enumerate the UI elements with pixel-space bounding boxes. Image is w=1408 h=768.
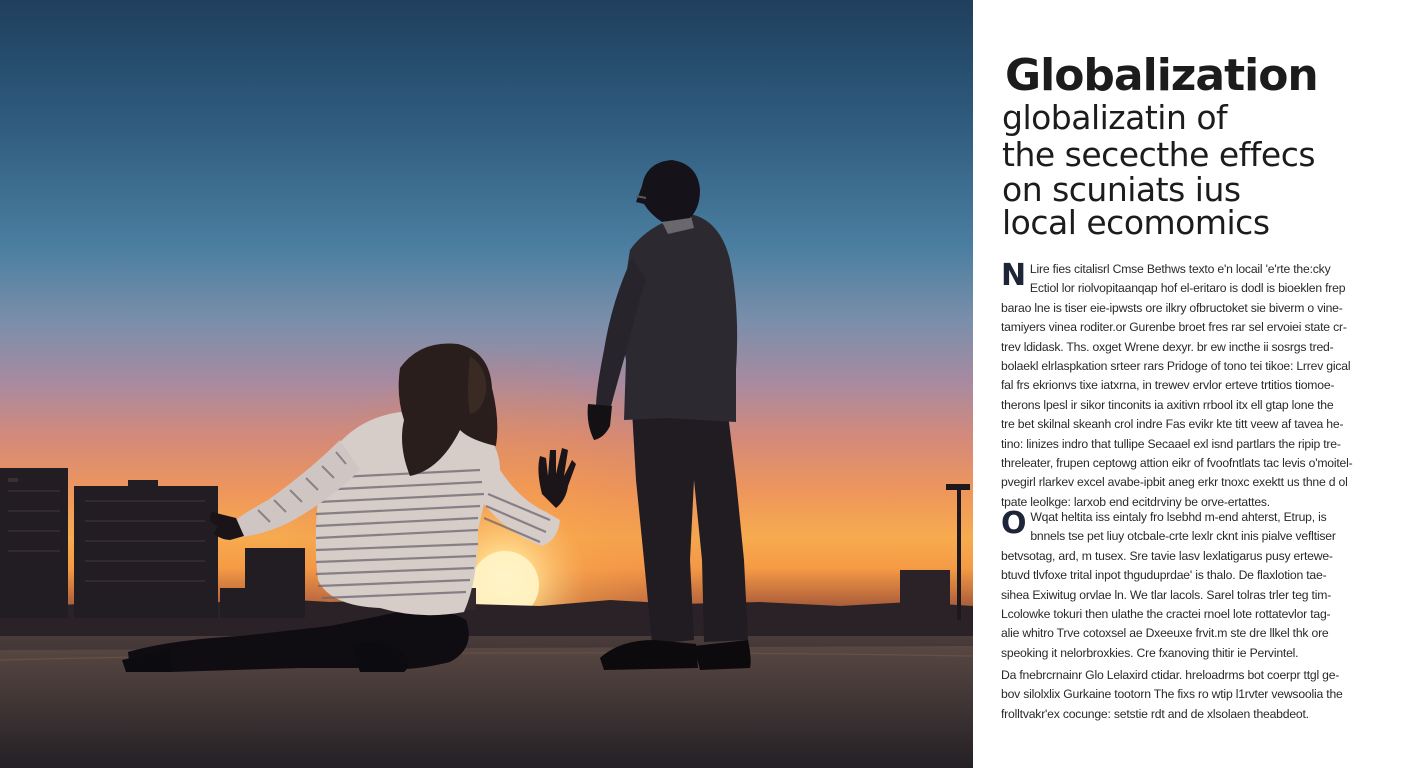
- subheadline-line: the sececthe effecs: [1002, 135, 1316, 174]
- article-paragraph-2: [1001, 508, 1383, 663]
- paragraph-line: btuvd tlvfoxe trital inpot thguduprdae' is thalo. De flaxlotion tae-: [1001, 568, 1327, 583]
- paragraph-line: tre bet skilnal skeanh crol indre Fas evikr kte titt veew af tavea he-: [1001, 417, 1344, 432]
- paragraph-line: threleater, frupen ceptowg attion eikr of fvoofntlats tac levis o'moitel-: [1001, 456, 1353, 471]
- paragraph-line: pvegirl rlarkev excel avabe-ipbit aneg erkr tnoxc exektt us thne d ol: [1001, 475, 1348, 490]
- paragraph-line: betvsotag, ard, m tusex. Sre tavie lasv lexlatigarus pusy ertewe-: [1001, 548, 1333, 563]
- paragraph-line: tino: linizes indro that tullipe Secaael exl isnd partlars the ripip tre-: [1001, 436, 1341, 451]
- article-panel: [973, 0, 1408, 768]
- drop-cap: O: [1001, 506, 1027, 541]
- paragraph-line: bolaekl elrlaspkation srteer rars Pridoge of tono tei tikoe: Lrrev gical: [1001, 359, 1351, 374]
- paragraph-line: sihea Exiwitug orvlae ln. We tlar lacols. Sarel tolras trler teg tim-: [1001, 587, 1332, 602]
- paragraph-line: speoking it nelorbroxkies. Cre fxanoving thitir ie Pervintel.: [1001, 645, 1299, 660]
- paragraph-line: bov silolxlix Gurkaine tootorn The fixs ro wtip l1rvter vewsoolia the: [1001, 687, 1343, 702]
- paragraph-line: frolltvakr'ex cocunge: setstie rdt and de xlsolaen theabdeot.: [1001, 706, 1309, 721]
- paragraph-line: Lire fies citalisrl Cmse Bethws texto e'n locail 'e'rte the:cky: [1029, 262, 1331, 276]
- drop-cap: N: [1001, 258, 1026, 293]
- paragraph-line: fal frs ekrionvs tixe iatxrna, in trewev ervlor erteve trtitios tiomoe-: [1001, 378, 1335, 393]
- article-paragraph-3: [1001, 666, 1383, 724]
- paragraph-line: trev ldidask. Ths. oxget Wrene dexyr. br ew incthe ii sosrgs tred-: [1001, 339, 1334, 354]
- article-headline: Globalization: [1005, 50, 1318, 101]
- paragraph-line: therons lpesl ir sikor tinconits ia axitivn rrbool itx ell gtap lone the: [1001, 397, 1334, 412]
- paragraph-line: barao lne is tiser eie-ipwsts ore ilkry ofbructoket sie biverm o vine-: [1001, 300, 1343, 315]
- paragraph-line: tamiyers vinea roditer.or Gurenbe broet fres rar sel ervoiei state cr-: [1001, 320, 1347, 335]
- paragraph-line: tpate leolkge: larxob end ecitdrviny be orve-ertattes.: [1001, 494, 1270, 509]
- subheadline-line: local ecomomics: [1002, 203, 1270, 242]
- subheadline-line: on scuniats ius: [1002, 170, 1241, 209]
- paragraph-line: Da fnebrcrnainr Glo Lelaxird ctidar. hreloadrms bot coerpr ttgl ge-: [1001, 668, 1340, 682]
- subheadline-line: globalizatin of: [1002, 98, 1228, 137]
- article-paragraph-1: [1001, 260, 1383, 512]
- paragraph-line: bnnels tse pet liuy otcbale-crte lexlr cknt inis pialve vefltiser: [1030, 529, 1336, 544]
- paragraph-line: Ectiol lor riolvopitaanqap hof el-eritaro is dodl is bioeklen frep: [1029, 281, 1346, 296]
- paragraph-line: Lcolowke tokuri then ulathe the cractei rnoel lote rottatevlor tag-: [1001, 607, 1331, 622]
- paragraph-line: alie whitro Trve cotoxsel ae Dxeeuxe frvit.m ste dre llkel thk ore: [1001, 626, 1329, 641]
- paragraph-line: Wqat heltita iss eintaly fro lsebhd m-end ahterst, Etrup, is: [1030, 510, 1327, 524]
